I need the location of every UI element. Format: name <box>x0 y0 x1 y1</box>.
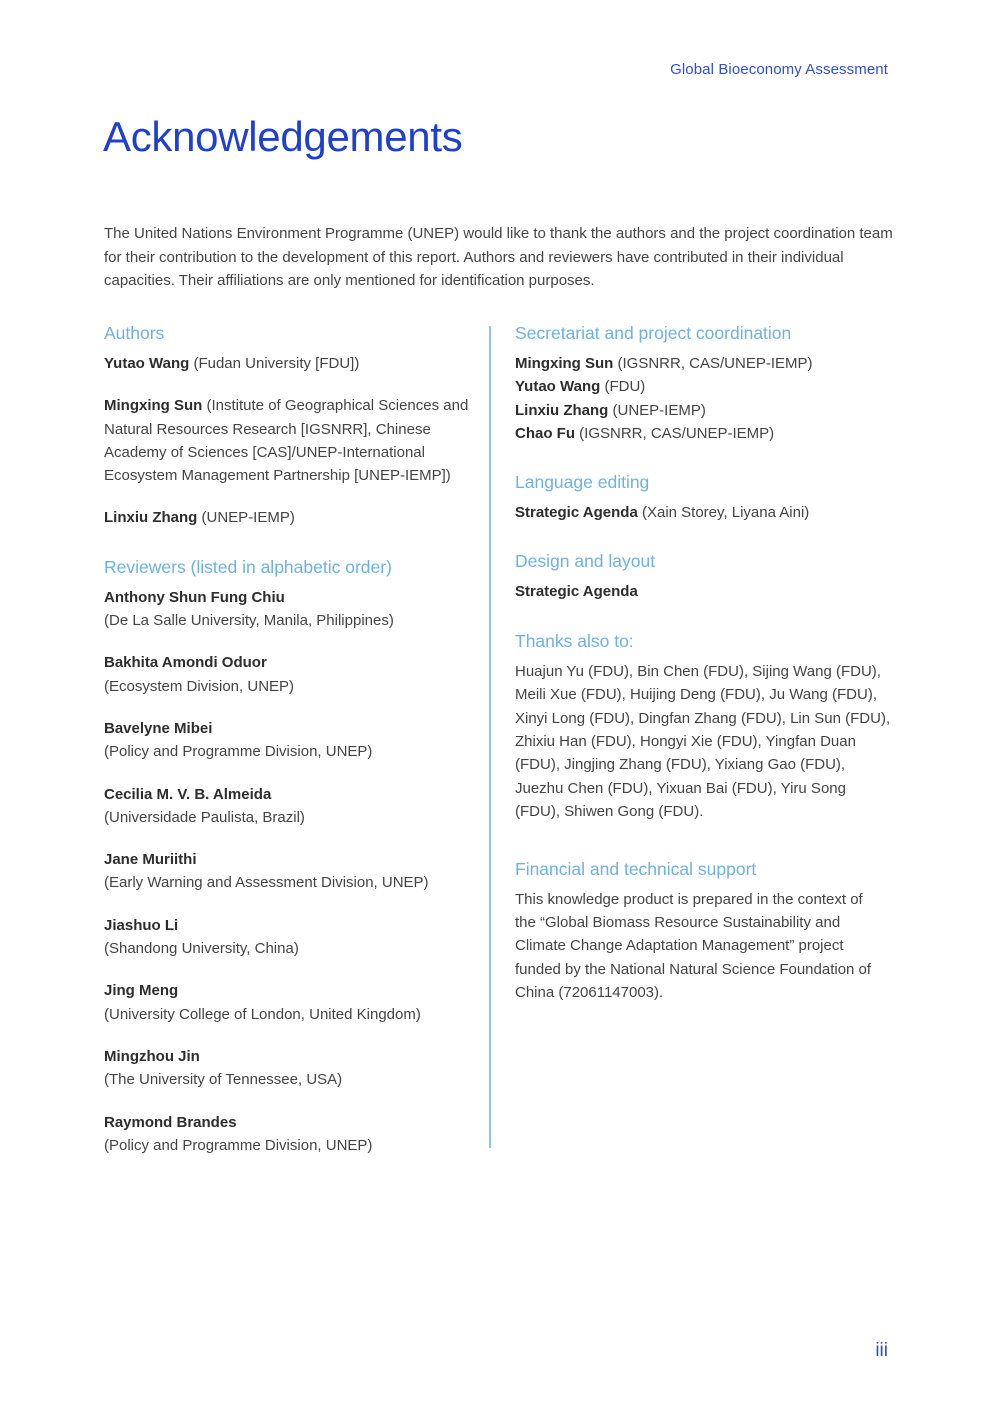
reviewer-affiliation: (Universidade Paulista, Brazil) <box>104 808 305 826</box>
author-affiliation: (Institute of Geographical Sciences and Natural Resources Research [IGSNRR], Chinese Academy of Sciences [CAS]/UNEP-International Ecosystem Management Partnership [UNEP-IEMP]) <box>104 397 469 485</box>
secretariat-entry <box>515 399 895 422</box>
secretariat-name: Mingxing Sun <box>515 355 614 372</box>
authors-heading: Authors <box>104 323 165 343</box>
secretariat-name: Chao Fu <box>515 424 575 442</box>
intro-paragraph: The United Nations Environment Programme (UNEP) would like to thank the authors and the project coordination team for their contribution to the development of this report. Authors and reviewers have contributed in their individual capacities. Their affiliations are only mentioned for identification purposes. <box>104 225 893 289</box>
reviewer-entry <box>104 586 474 633</box>
author-entry <box>104 506 474 529</box>
secretariat-affiliation: (UNEP-IEMP) <box>608 401 706 419</box>
secretariat-heading: Secretariat and project coordination <box>515 323 792 343</box>
running-header: Global Bioeconomy Assessment <box>670 61 888 78</box>
reviewer-name: Jiashuo Li <box>104 916 179 934</box>
reviewer-affiliation: (De La Salle University, Manila, Philippines) <box>104 612 394 630</box>
reviewer-affiliation: (Policy and Programme Division, UNEP) <box>104 743 373 761</box>
secretariat-name: Linxiu Zhang <box>515 401 609 419</box>
left-column <box>104 322 474 1176</box>
secretariat-list <box>515 352 895 445</box>
reviewer-name: Raymond Brandes <box>104 1113 237 1131</box>
reviewer-affiliation: (Ecosystem Division, UNEP) <box>104 677 295 695</box>
column-divider <box>489 326 491 1148</box>
reviewers-heading: Reviewers (listed in alphabetic order) <box>104 556 392 577</box>
secretariat-name: Yutao Wang <box>515 378 601 396</box>
language-editing-heading: Language editing <box>515 472 650 493</box>
design-layout-name: Strategic Agenda <box>515 583 638 601</box>
page-title: Acknowledgements <box>103 113 463 160</box>
financial-text: This knowledge product is prepared in the context of the “Global Biomass Resource Sustainability and Climate Change Adaptation Management” project funded by the National Natural Science Foundation of China (72061147003). <box>515 890 872 1002</box>
secretariat-entry <box>515 422 895 445</box>
author-affiliation: (UNEP-IEMP) <box>197 509 295 527</box>
reviewer-entry <box>104 651 474 698</box>
reviewer-entry <box>104 783 474 830</box>
design-layout-heading: Design and layout <box>515 551 656 572</box>
reviewer-name: Mingzhou Jin <box>104 1047 200 1065</box>
reviewer-name: Bavelyne Mibei <box>104 719 213 737</box>
page-number: iii <box>875 1340 888 1361</box>
author-affiliation: (Fudan University [FDU]) <box>189 355 360 372</box>
reviewer-entry <box>104 914 474 961</box>
secretariat-entry <box>515 375 895 398</box>
reviewer-entry <box>104 1045 474 1092</box>
reviewer-entry <box>104 1111 474 1158</box>
secretariat-affiliation: (IGSNRR, CAS/UNEP-IEMP) <box>575 424 775 442</box>
author-name: Yutao Wang <box>104 355 190 372</box>
reviewer-name: Bakhita Amondi Oduor <box>104 654 267 672</box>
reviewer-name: Jane Muriithi <box>104 851 197 869</box>
reviewer-name: Cecilia M. V. B. Almeida <box>104 785 272 803</box>
right-column <box>515 322 895 1005</box>
language-editing-detail: (Xain Storey, Liyana Aini) <box>637 504 810 522</box>
design-layout-entry <box>515 580 895 603</box>
reviewer-affiliation: (University College of London, United Kingdom) <box>104 1005 421 1023</box>
thanks-heading: Thanks also to: <box>515 630 634 651</box>
author-entry <box>104 352 474 375</box>
secretariat-entry <box>515 352 895 375</box>
reviewer-name: Anthony Shun Fung Chiu <box>104 588 285 606</box>
author-name: Mingxing Sun <box>104 397 203 415</box>
reviewer-affiliation: (Policy and Programme Division, UNEP) <box>104 1136 373 1154</box>
secretariat-affiliation: (IGSNRR, CAS/UNEP-IEMP) <box>613 355 813 372</box>
reviewer-entry <box>104 848 474 895</box>
reviewer-entry <box>104 717 474 764</box>
financial-heading: Financial and technical support <box>515 858 757 879</box>
language-editing-name: Strategic Agenda <box>515 504 638 522</box>
author-name: Linxiu Zhang <box>104 509 198 527</box>
secretariat-affiliation: (FDU) <box>600 378 646 396</box>
language-editing-entry <box>515 501 895 524</box>
author-entry <box>104 394 474 487</box>
reviewer-name: Jing Meng <box>104 982 179 1000</box>
reviewer-affiliation: (Early Warning and Assessment Division, UNEP) <box>104 874 429 892</box>
thanks-text: Huajun Yu (FDU), Bin Chen (FDU), Sijing Wang (FDU), Meili Xue (FDU), Huijing Deng (FDU), Ju Wang (FDU), Xinyi Long (FDU), Dingfan Zhang (FDU), Lin Sun (FDU), Zhixiu Han (FDU), Hongyi Xie (FDU), Yingfan Duan (FDU), Jingjing Zhang (FDU), Yixiang Gao (FDU), Juezhu Chen (FDU), Yixuan Bai (FDU), Yiru Song (FDU), Shiwen Gong (FDU). <box>515 662 891 821</box>
reviewer-entry <box>104 979 474 1026</box>
reviewer-affiliation: (The University of Tennessee, USA) <box>104 1071 343 1089</box>
reviewer-affiliation: (Shandong University, China) <box>104 940 299 958</box>
